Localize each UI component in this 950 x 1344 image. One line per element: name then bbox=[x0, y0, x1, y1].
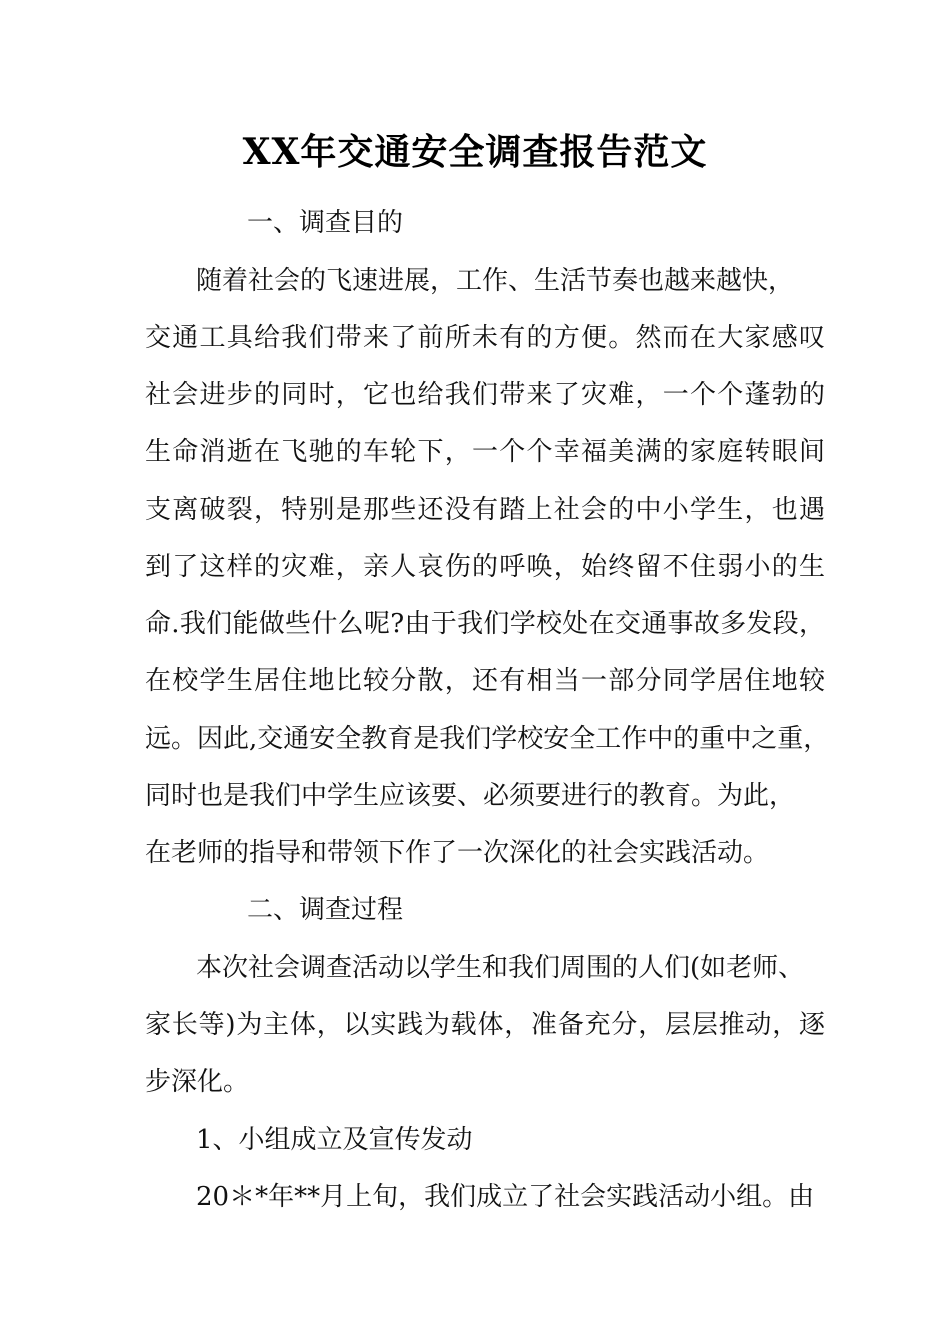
document-title: XX年交通安全调查报告范文 bbox=[242, 131, 708, 173]
subsection-heading: 1、小组成立及宣传发动 bbox=[196, 1125, 473, 1155]
paragraph-line: 在校学生居住地比较分散，还有相当一部分同学居住地较 bbox=[145, 666, 825, 696]
paragraph-line: 同时也是我们中学生应该要、必须要进行的教育。为此， bbox=[145, 781, 796, 811]
paragraph-line: 20＊*年**月上旬，我们成立了社会实践活动小组。由 bbox=[196, 1182, 815, 1212]
paragraph-line: 在老师的指导和带领下作了一次深化的社会实践活动。 bbox=[145, 838, 770, 868]
paragraph-line: 命.我们能做些什么呢?由于我们学校处在交通事故多发段， bbox=[145, 609, 825, 639]
paragraph-line: 随着社会的飞速进展，工作、生活节奏也越来越快， bbox=[196, 266, 795, 296]
section-heading-process: 二、调查过程 bbox=[247, 895, 404, 925]
paragraph-line: 远。因此,交通安全教育是我们学校安全工作中的重中之重， bbox=[145, 724, 830, 754]
paragraph-line: 到了这样的灾难，亲人哀伤的呼唤，始终留不住弱小的生 bbox=[145, 552, 825, 582]
paragraph-line: 生命消逝在飞驰的车轮下，一个个幸福美满的家庭转眼间 bbox=[145, 437, 825, 467]
section-heading-purpose: 一、调查目的 bbox=[247, 208, 404, 238]
paragraph-line: 本次社会调查活动以学生和我们周围的人们(如老师、 bbox=[196, 953, 805, 983]
paragraph-line: 家长等)为主体，以实践为载体，准备充分，层层推动，逐 bbox=[145, 1010, 825, 1040]
paragraph-line: 步深化。 bbox=[145, 1067, 250, 1097]
paragraph-line: 社会进步的同时，它也给我们带来了灾难，一个个蓬勃的 bbox=[145, 380, 825, 410]
paragraph-line: 支离破裂，特别是那些还没有踏上社会的中小学生，也遇 bbox=[145, 495, 825, 525]
paragraph-line: 交通工具给我们带来了前所未有的方便。然而在大家感叹 bbox=[145, 323, 825, 353]
